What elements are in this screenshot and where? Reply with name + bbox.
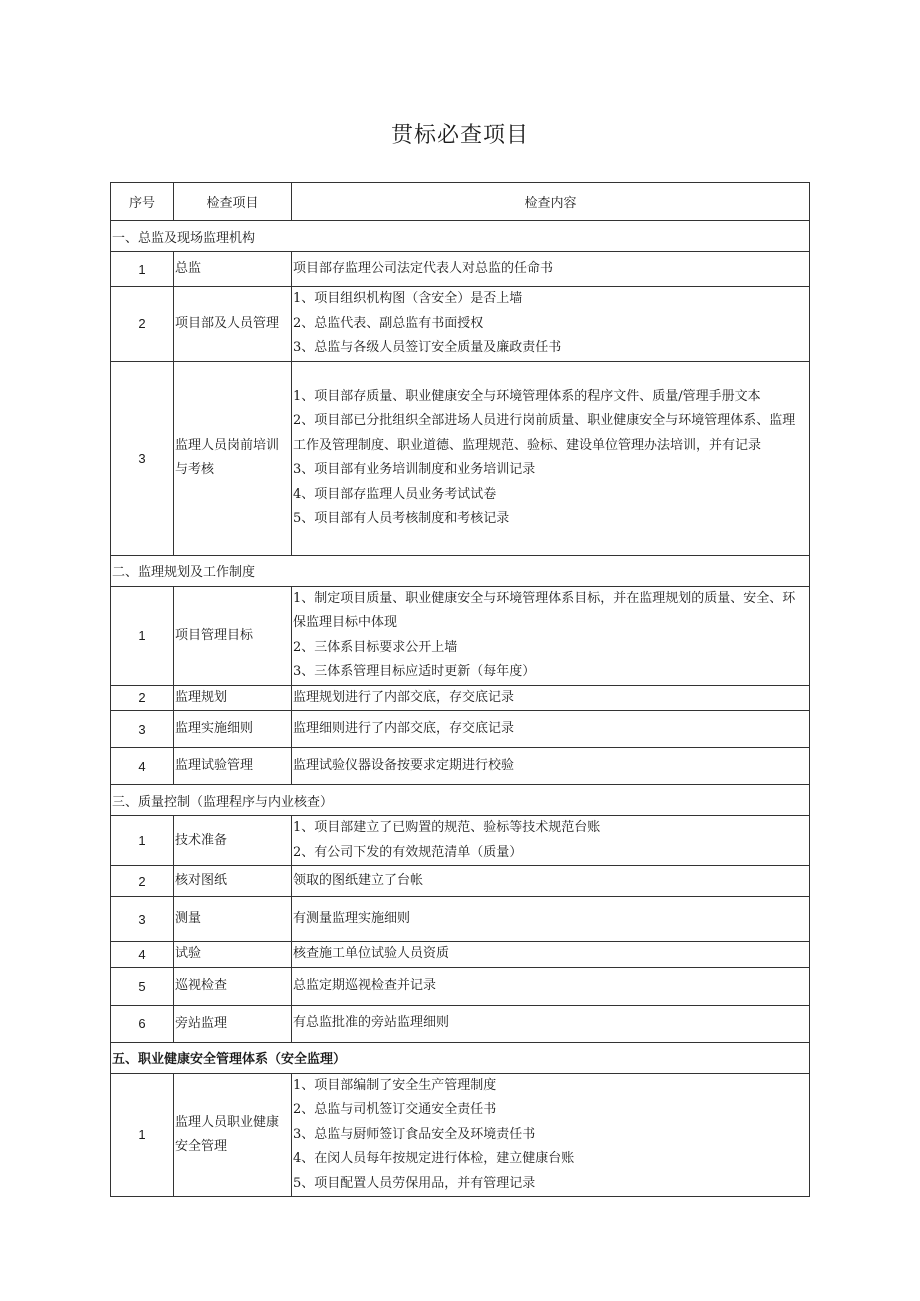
- row-number: 3: [111, 361, 174, 555]
- row-content: [292, 967, 810, 1005]
- table-row: [111, 685, 810, 711]
- row-item: 项目管理目标: [174, 586, 292, 685]
- content-line: 1、项目组织机构图（含安全）是否上墙: [293, 291, 523, 306]
- row-item: 测量: [174, 897, 292, 942]
- row-item: 监理实施细则: [174, 711, 292, 748]
- section-title: 一、总监及现场监理机构: [111, 221, 810, 252]
- content-line: 3、总监与各级人员签订安全质量及廉政责任书: [293, 340, 562, 355]
- content-line: 3、项目部有业务培训制度和业务培训记录: [293, 462, 536, 477]
- row-number: 2: [111, 287, 174, 362]
- row-number: 3: [111, 897, 174, 942]
- content-line: 2、总监代表、副总监有书面授权: [293, 315, 484, 331]
- content-line: 5、项目部有人员考核制度和考核记录: [293, 511, 510, 526]
- table-row: [111, 361, 810, 555]
- content-line: 有测量监理实施细则: [293, 910, 411, 926]
- table-row: [111, 816, 810, 866]
- row-content: [292, 816, 810, 866]
- content-line: 4、在闵人员每年按规定进行体检，建立健康台账: [293, 1151, 575, 1166]
- content-line: 领取的图纸建立了台帐: [293, 872, 424, 888]
- row-content: [292, 685, 810, 711]
- row-content: [292, 361, 810, 555]
- page-title: 贯标必查项目: [390, 123, 529, 148]
- header-item: 检查项目: [174, 183, 292, 221]
- row-item: 试验: [174, 942, 292, 968]
- table-row: [111, 287, 810, 362]
- row-item: 技术准备: [174, 816, 292, 866]
- row-number: 5: [111, 967, 174, 1005]
- row-content: [292, 897, 810, 942]
- row-item: 巡视检查: [174, 967, 292, 1005]
- content-line: 核查施工单位试验人员资质: [293, 946, 450, 961]
- content-line: 1、项目部建立了已购置的规范、验标等技术规范台账: [293, 820, 601, 835]
- row-content: [292, 711, 810, 748]
- row-content: [292, 586, 810, 685]
- section-row: [111, 555, 810, 586]
- content-line: 2、项目部已分批组织全部进场人员进行岗前质量、职业健康安全与环境管理体系、监理工作及管理制度、职业道德、监理规范、验标、建设单位管理办法培训，并有记录: [293, 413, 796, 453]
- content-line: 2、三体系目标要求公开上墙: [293, 639, 458, 655]
- inspection-table: [110, 182, 810, 1197]
- section-row: [111, 785, 810, 816]
- row-item: 总监: [174, 252, 292, 287]
- content-line: 监理试验仪器设备按要求定期进行校验: [293, 757, 515, 773]
- table-row: [111, 1005, 810, 1042]
- row-content: [292, 252, 810, 287]
- section-row: [111, 221, 810, 252]
- content-line: 5、项目配置人员劳保用品，并有管理记录: [293, 1175, 536, 1191]
- row-item: 核对图纸: [174, 866, 292, 897]
- row-number: 2: [111, 866, 174, 897]
- row-number: 3: [111, 711, 174, 748]
- content-line: 项目部存监理公司法定代表人对总监的任命书: [293, 260, 554, 276]
- row-number: 1: [111, 252, 174, 287]
- row-content: [292, 1005, 810, 1042]
- table-row: [111, 711, 810, 748]
- content-line: 3、总监与厨师签订食品安全及环境责任书: [293, 1126, 536, 1142]
- row-number: 6: [111, 1005, 174, 1042]
- content-line: 监理细则进行了内部交底，存交底记录: [293, 720, 515, 736]
- content-line: 4、项目部存监理人员业务考试试卷: [293, 486, 497, 502]
- table-row: [111, 252, 810, 287]
- row-content: [292, 866, 810, 897]
- row-content: [292, 748, 810, 785]
- row-item: 监理人员岗前培训与考核: [174, 361, 292, 555]
- row-item: 项目部及人员管理: [174, 287, 292, 362]
- row-number: 1: [111, 816, 174, 866]
- row-item: 旁站监理: [174, 1005, 292, 1042]
- header-no: 序号: [111, 183, 174, 221]
- table-row: [111, 942, 810, 968]
- table-row: [111, 748, 810, 785]
- content-line: 2、有公司下发的有效规范清单（质量）: [293, 844, 523, 860]
- header-content: 检查内容: [292, 183, 810, 221]
- table-row: [111, 967, 810, 1005]
- section-row: [111, 1042, 810, 1073]
- content-line: 2、总监与司机签订交通安全责任书: [293, 1102, 497, 1117]
- content-line: 有总监批准的旁站监理细则: [293, 1015, 450, 1031]
- row-content: [292, 287, 810, 362]
- section-title: 三、质量控制（监理程序与内业核查）: [111, 785, 810, 816]
- content-line: 1、项目部编制了安全生产管理制度: [293, 1077, 497, 1093]
- table-row: [111, 1073, 810, 1197]
- table-header-row: [111, 183, 810, 221]
- row-item: 监理规划: [174, 685, 292, 711]
- table-row: [111, 866, 810, 897]
- content-line: 1、制定项目质量、职业健康安全与环境管理体系目标，并在监理规划的质量、安全、环保监理目标中体现: [293, 590, 796, 630]
- row-content: [292, 1073, 810, 1197]
- row-item: 监理人员职业健康安全管理: [174, 1073, 292, 1197]
- content-line: 3、三体系管理目标应适时更新（每年度）: [293, 664, 536, 679]
- content-line: 总监定期巡视检查并记录: [293, 977, 437, 993]
- row-number: 4: [111, 748, 174, 785]
- content-line: 1、项目部存质量、职业健康安全与环境管理体系的程序文件、质量/管理手册文本: [293, 388, 761, 404]
- section-title: 二、监理规划及工作制度: [111, 555, 810, 586]
- row-number: 2: [111, 685, 174, 711]
- content-line: 监理规划进行了内部交底，存交底记录: [293, 689, 515, 705]
- table-row: [111, 586, 810, 685]
- row-number: 1: [111, 586, 174, 685]
- section-title: 五、职业健康安全管理体系（安全监理）: [111, 1042, 810, 1073]
- row-item: 监理试验管理: [174, 748, 292, 785]
- row-number: 4: [111, 942, 174, 968]
- row-content: [292, 942, 810, 968]
- table-row: [111, 897, 810, 942]
- row-number: 1: [111, 1073, 174, 1197]
